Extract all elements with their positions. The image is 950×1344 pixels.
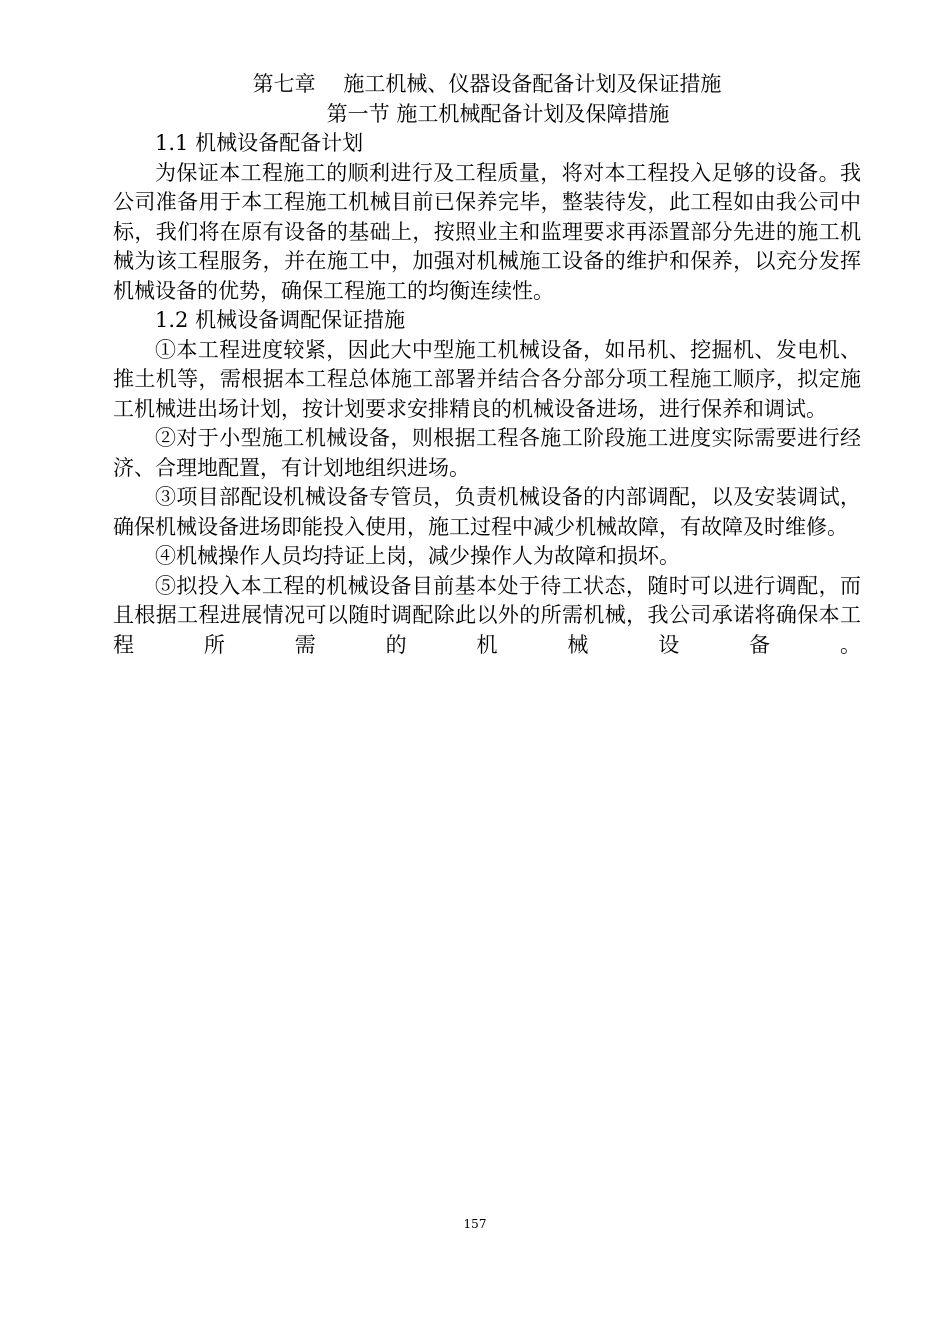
page-number: 157 [463,1217,487,1231]
paragraph-item-2: ②对于小型施工机械设备，则根据工程各施工阶段施工进度实际需要进行经济、合理地配置，有计划地组织进场。 [113,426,861,480]
page-content [113,70,861,660]
paragraph-intro: 为保证本工程施工的顺利进行及工程质量，将对本工程投入足够的设备。我公司准备用于本工程施工机械目前已保养完毕，整装待发，此工程如由我公司中标，我们将在原有设备的基础上，按照业主和监理要求再添置部分先进的施工机械为该工程服务，并在施工中，加强对机械施工设备的维护和保养，以充分发挥机械设备的优势，确保工程施工的均衡连续性。 [113,160,861,303]
paragraph-item-5: ⑤拟投入本工程的机械设备目前基本处于待工状态，随时可以进行调配，而且根据工程进展情况可以随时调配除此以外的所需机械，我公司承诺将确保本工程所需的机械设备。 [113,573,861,657]
paragraph-item-1: ①本工程进度较紧，因此大中型施工机械设备，如吊机、挖掘机、发电机、推土机等，需根据本工程总体施工部署并结合各分部分项工程施工顺序，拟定施工机械进出场计划，按计划要求安排精良的机械设备进场，进行保养和调试。 [113,337,861,421]
chapter-title: 第七章 施工机械、仪器设备配备计划及保证措施 [252,72,722,96]
subsection-heading-1-2: 1.2 机械设备调配保证措施 [155,308,406,332]
section-title: 第一节 施工机械配备计划及保障措施 [326,101,670,126]
paragraph-item-4: ④机械操作人员均持证上岗，减少操作人为故障和损坏。 [155,544,680,568]
paragraph-item-3: ③项目部配设机械设备专管员，负责机械设备的内部调配，以及安装调试，确保机械设备进场即能投入使用，施工过程中减少机械故障，有故障及时维修。 [113,485,861,539]
subsection-heading-1-1: 1.1 机械设备配备计划 [155,131,364,155]
